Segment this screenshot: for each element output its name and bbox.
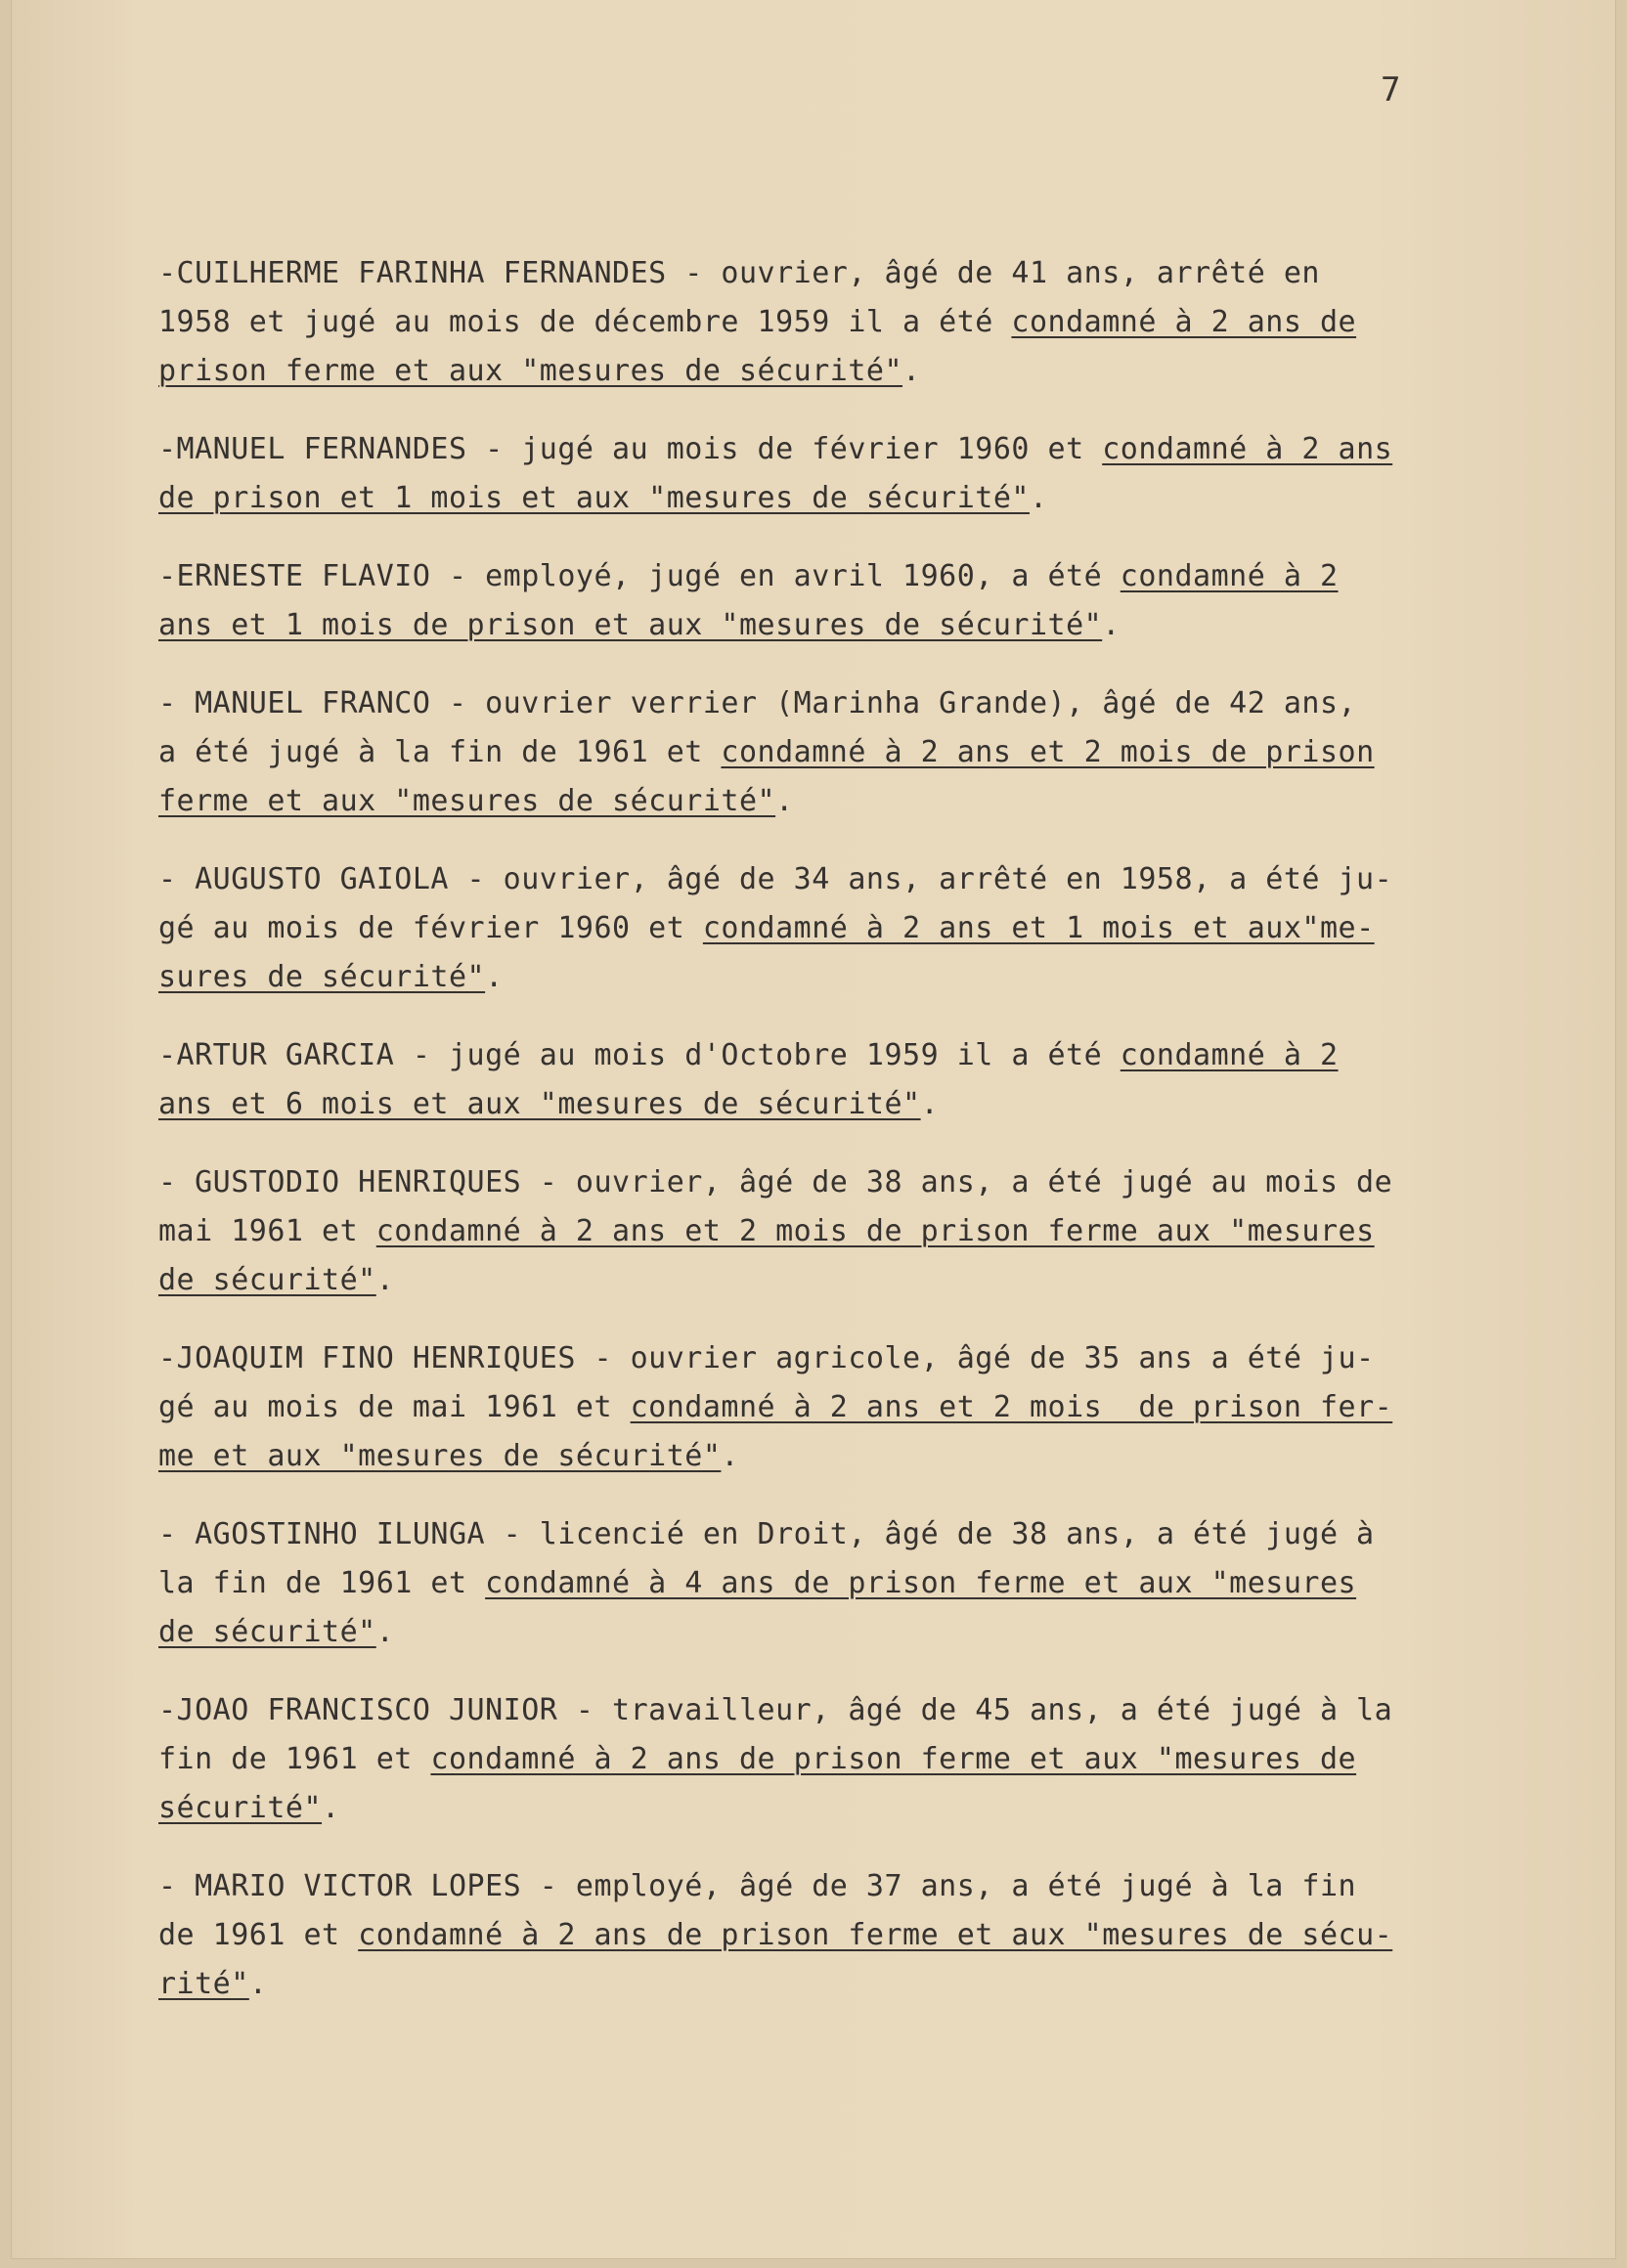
underlined-text: de prison et 1 mois et aux "mesures de sécurité" (158, 481, 1030, 515)
text-segment: - GUSTODIO HENRIQUES - ouvrier, âgé de 38 ans, a été jugé au mois de (158, 1165, 1393, 1199)
entry-paragraph (158, 1158, 1527, 1305)
text-segment: a été jugé à la fin de 1961 et (158, 735, 722, 769)
underlined-text: condamné à 2 ans et 2 mois de prison fer- (630, 1390, 1393, 1424)
entry-paragraph (158, 1862, 1527, 2009)
text-segment: . (775, 784, 794, 818)
text-segment: . (375, 1615, 395, 1649)
underlined-text: condamné à 2 ans et 1 mois et aux"me- (702, 911, 1375, 945)
text-line (158, 728, 1527, 777)
text-line (158, 425, 1527, 474)
entry-paragraph (158, 1334, 1527, 1481)
text-segment: -ERNESTE FLAVIO - employé, jugé en avril 1960, a été (158, 559, 1121, 593)
underlined-text: condamné à 2 ans de (1011, 305, 1357, 339)
text-line (158, 1256, 1527, 1305)
document-page (12, 0, 1615, 2258)
entry-list (158, 249, 1527, 2038)
text-segment: - MARIO VICTOR LOPES - employé, âgé de 37 ans, a été jugé à la fin (158, 1869, 1357, 1903)
text-line (158, 552, 1527, 601)
text-segment: . (485, 960, 504, 994)
text-segment: . (248, 1967, 268, 2001)
page-number: 7 (1381, 70, 1401, 109)
text-segment: mai 1961 et (158, 1214, 376, 1248)
underlined-text: rité" (158, 1967, 249, 2001)
text-segment: . (920, 1087, 940, 1121)
text-line (158, 1911, 1527, 1960)
text-line (158, 1735, 1527, 1784)
text-segment: - AUGUSTO GAIOLA - ouvrier, âgé de 34 ans, arrêté en 1958, a été ju- (158, 862, 1393, 896)
underlined-text: condamné à 2 ans de prison ferme et aux "mesures de sécu- (358, 1918, 1393, 1952)
text-segment: -MANUEL FERNANDES - jugé au mois de février 1960 et (158, 432, 1103, 466)
underlined-text: condamné à 4 ans de prison ferme et aux "mesures (485, 1566, 1357, 1600)
text-segment: - AGOSTINHO ILUNGA - licencié en Droit, âgé de 38 ans, a été jugé à (158, 1517, 1375, 1551)
text-line (158, 1080, 1527, 1129)
underlined-text: me et aux "mesures de sécurité" (158, 1439, 722, 1473)
text-line (158, 1334, 1527, 1383)
underlined-text: prison ferme et aux "mesures de sécurité" (158, 354, 903, 388)
underlined-text: ans et 6 mois et aux "mesures de sécurité" (158, 1087, 921, 1121)
text-segment: -JOAQUIM FINO HENRIQUES - ouvrier agricole, âgé de 35 ans a été ju- (158, 1341, 1375, 1375)
text-segment: . (721, 1439, 739, 1473)
underlined-text: condamné à 2 ans et 2 mois de prison (721, 735, 1375, 769)
text-line (158, 1686, 1527, 1735)
text-segment: la fin de 1961 et (158, 1566, 486, 1600)
underlined-text: ferme et aux "mesures de sécurité" (158, 784, 776, 818)
entry-paragraph (158, 425, 1527, 523)
text-line (158, 777, 1527, 826)
text-line (158, 1510, 1527, 1559)
text-line (158, 855, 1527, 904)
text-segment: 1958 et jugé au mois de décembre 1959 il a été (158, 305, 1012, 339)
text-line (158, 1207, 1527, 1256)
text-line (158, 953, 1527, 1002)
text-segment: . (902, 354, 921, 388)
entry-paragraph (158, 1031, 1527, 1129)
text-line (158, 298, 1527, 347)
text-segment: -ARTUR GARCIA - jugé au mois d'Octobre 1959 il a été (158, 1038, 1121, 1072)
text-segment: fin de 1961 et (158, 1742, 431, 1776)
underlined-text: de sécurité" (158, 1615, 376, 1649)
text-line (158, 1608, 1527, 1657)
text-segment: -JOAO FRANCISCO JUNIOR - travailleur, âgé de 45 ans, a été jugé à la (158, 1693, 1393, 1727)
text-segment: . (375, 1263, 395, 1297)
text-line (158, 1158, 1527, 1207)
text-segment: . (1102, 608, 1121, 642)
underlined-text: sures de sécurité" (158, 960, 486, 994)
entry-paragraph (158, 679, 1527, 826)
entry-paragraph (158, 1686, 1527, 1833)
entry-paragraph (158, 855, 1527, 1002)
text-segment: - MANUEL FRANCO - ouvrier verrier (Marinha Grande), âgé de 42 ans, (158, 686, 1357, 720)
text-line (158, 1784, 1527, 1833)
text-segment: . (1029, 481, 1048, 515)
underlined-text: de sécurité" (158, 1263, 376, 1297)
text-segment: gé au mois de février 1960 et (158, 911, 703, 945)
text-line (158, 1862, 1527, 1911)
text-line (158, 1031, 1527, 1080)
entry-paragraph (158, 249, 1527, 396)
text-segment: -CUILHERME FARINHA FERNANDES - ouvrier, âgé de 41 ans, arrêté en (158, 256, 1320, 290)
text-line (158, 679, 1527, 728)
text-line (158, 1960, 1527, 2009)
text-line (158, 1559, 1527, 1608)
underlined-text: condamné à 2 ans de prison ferme et aux "mesures de (430, 1742, 1357, 1776)
underlined-text: ans et 1 mois de prison et aux "mesures de sécurité" (158, 608, 1103, 642)
underlined-text: sécurité" (158, 1791, 323, 1825)
text-line (158, 904, 1527, 953)
text-line (158, 1383, 1527, 1432)
text-segment: . (322, 1791, 340, 1825)
text-line (158, 347, 1527, 396)
underlined-text: condamné à 2 (1120, 1038, 1339, 1072)
text-segment: de 1961 et (158, 1918, 359, 1952)
entry-paragraph (158, 1510, 1527, 1657)
underlined-text: condamné à 2 ans et 2 mois de prison ferme aux "mesures (375, 1214, 1375, 1248)
entry-paragraph (158, 552, 1527, 650)
underlined-text: condamné à 2 (1120, 559, 1339, 593)
text-segment: gé au mois de mai 1961 et (158, 1390, 631, 1424)
underlined-text: condamné à 2 ans (1102, 432, 1393, 466)
text-line (158, 474, 1527, 523)
text-line (158, 601, 1527, 650)
text-line (158, 1432, 1527, 1481)
text-line (158, 249, 1527, 298)
